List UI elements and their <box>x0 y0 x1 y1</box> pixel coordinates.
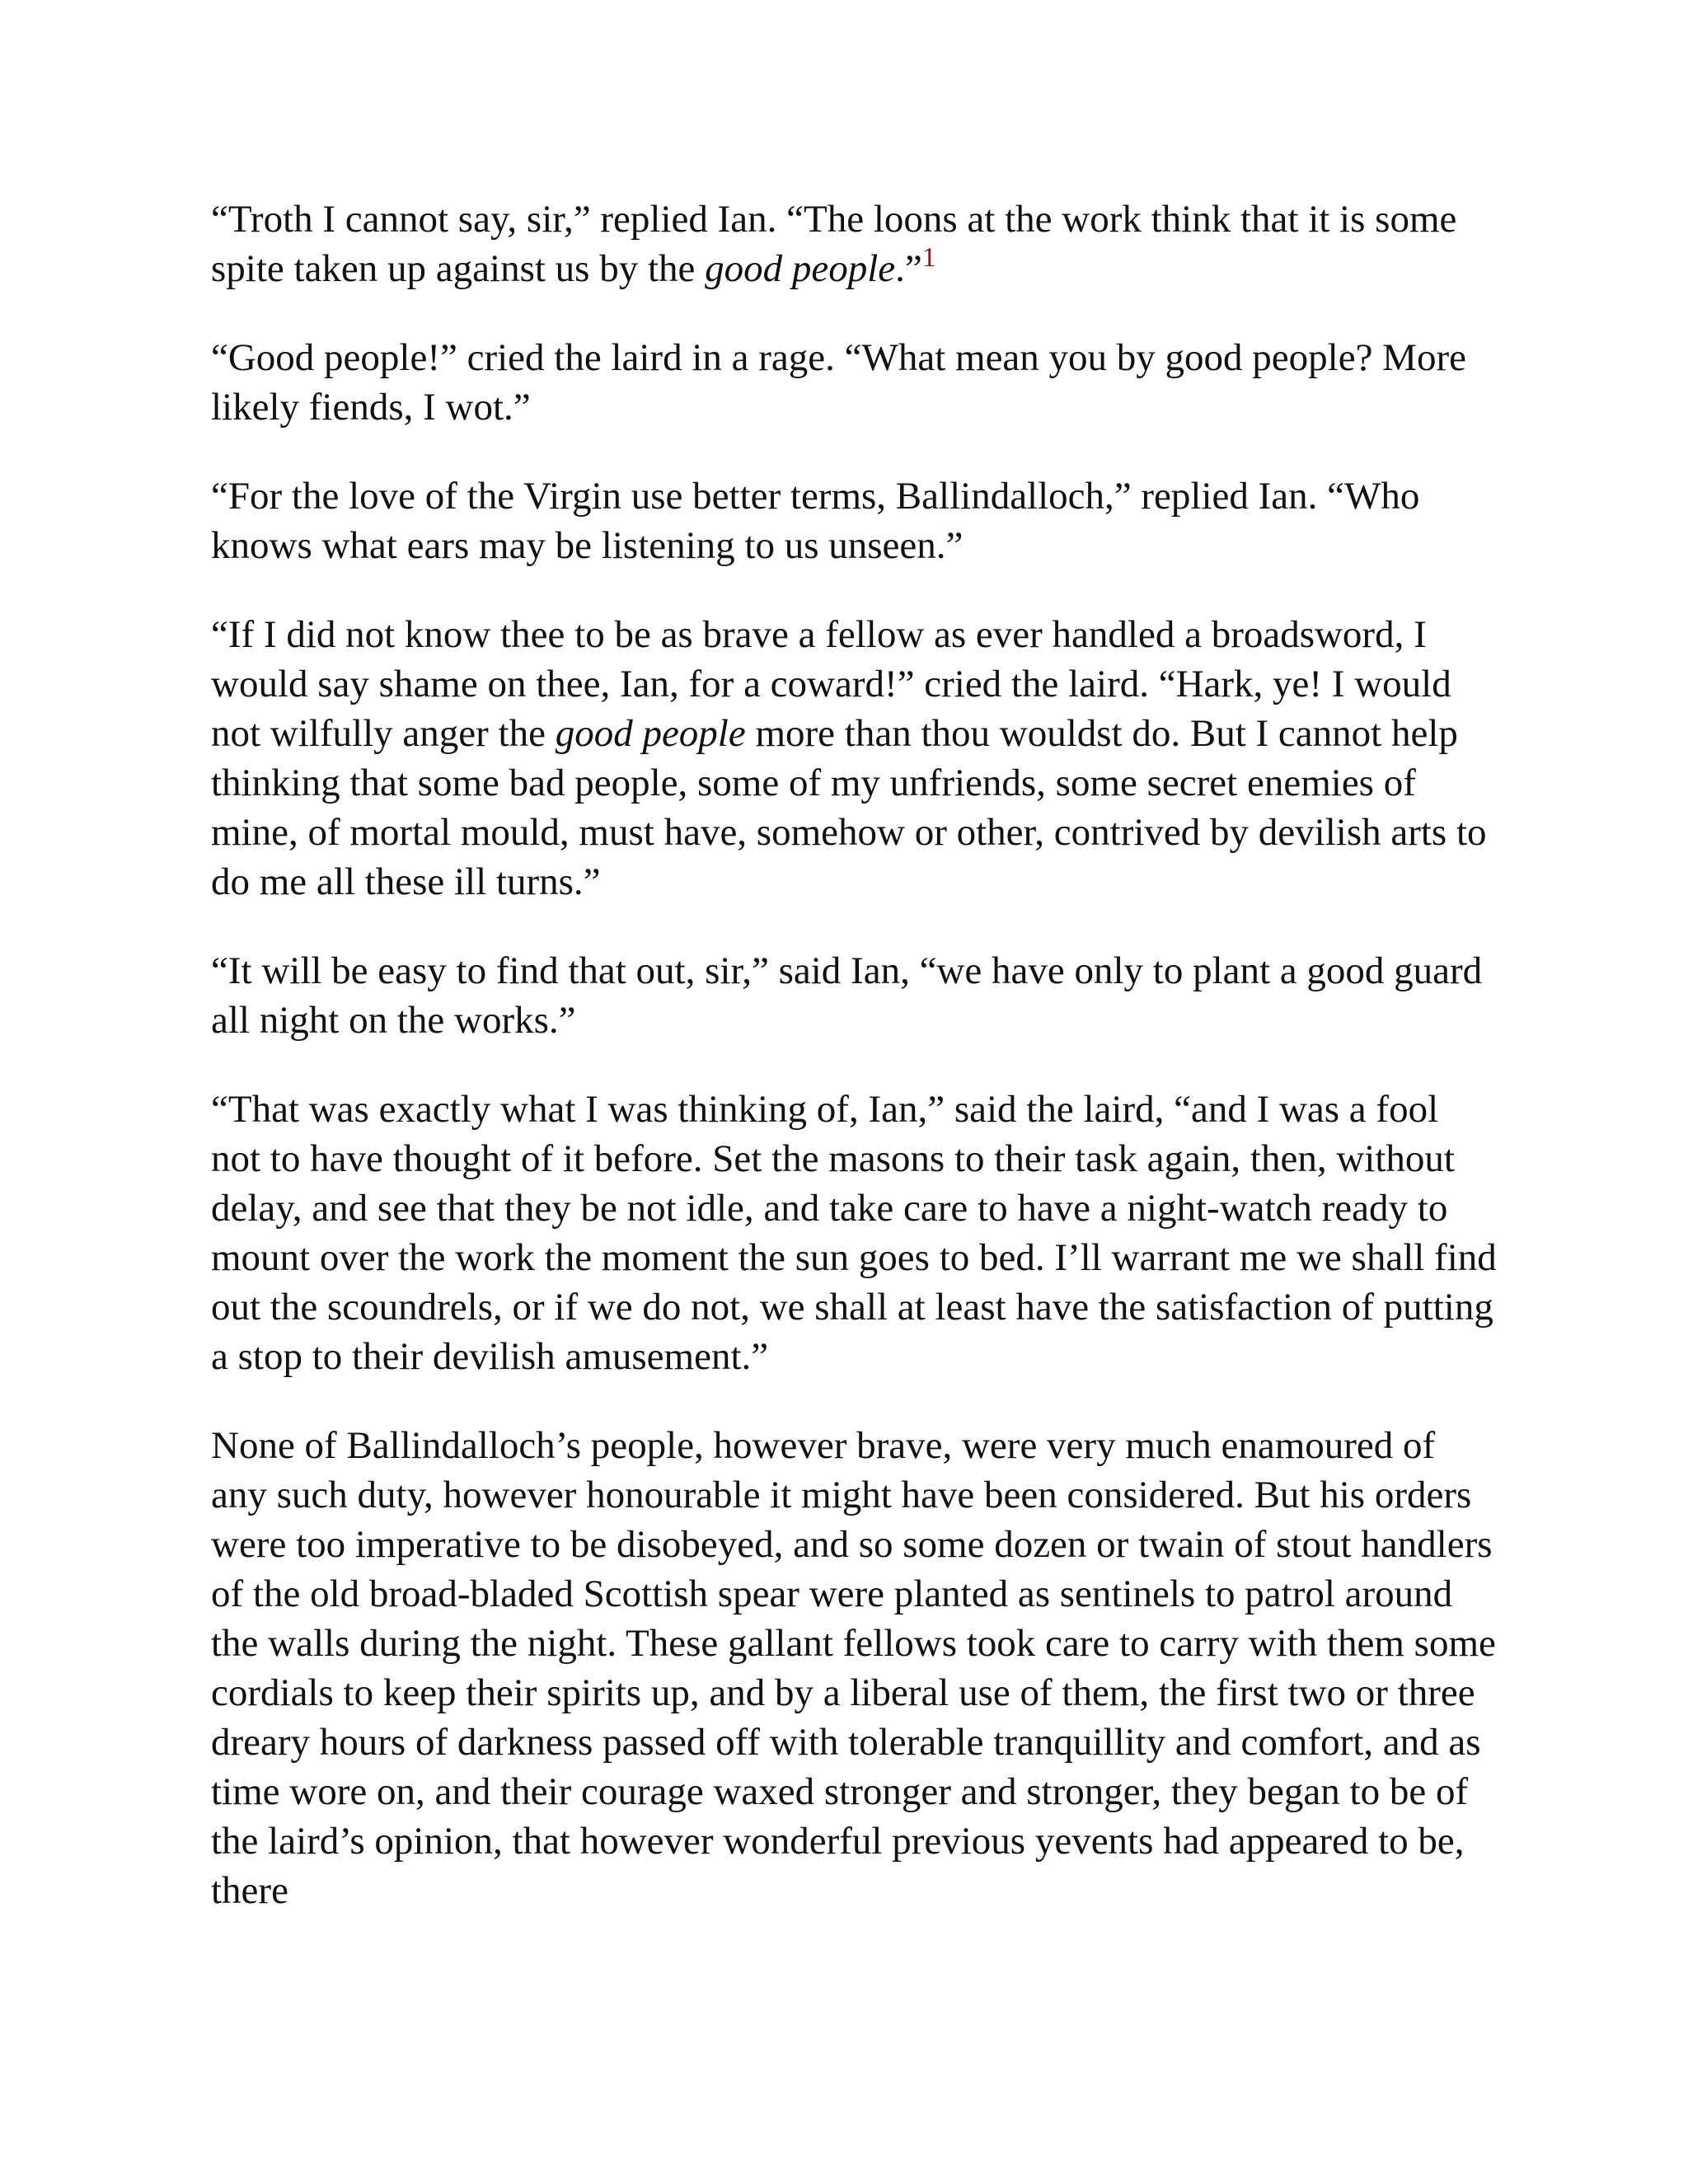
text-run: “For the love of the Virgin use better terms, Ballindalloch,” replied Ian. “Who knows what ears may be listening to us unseen.” <box>211 475 1420 567</box>
paragraph-6 <box>211 1085 1497 1381</box>
text-run: “Troth I cannot say, sir,” replied Ian. “The loons at the work think that it is some spite taken up against us by the <box>211 198 1457 290</box>
text-run: “Good people!” cried the laird in a rage. “What mean you by good people? More likely fiends, I wot.” <box>211 336 1466 429</box>
paragraph-1 <box>211 194 1497 293</box>
text-run: “That was exactly what I was thinking of, Ian,” said the laird, “and I was a fool not to have thought of it before. Set the masons to their task again, then, without delay, and see that they be not idle, and take care to have a night-watch ready to mount over the work the moment the sun goes to bed. I’ll warrant me we shall find out the scoundrels, or if we do not, we shall at least have the satisfaction of putting a stop to their devilish amusement.” <box>211 1088 1497 1378</box>
text-run: “If I did not know thee to be as brave a fellow as ever handled a broadsword, I would say shame on thee, Ian, for a coward!” cried the laird. “Hark, ye! I would not wilfully anger the <box>211 613 1451 755</box>
paragraph-4 <box>211 610 1497 907</box>
italic-phrase-good-people: good people <box>555 712 746 755</box>
paragraph-2 <box>211 333 1497 432</box>
paragraph-5 <box>211 946 1497 1045</box>
text-run: .” <box>895 247 922 290</box>
paragraph-7 <box>211 1421 1497 1915</box>
footnote-reference-link[interactable]: 1 <box>921 242 936 273</box>
paragraph-3 <box>211 471 1497 570</box>
body-text <box>211 194 1497 1955</box>
text-run: None of Ballindalloch’s people, however brave, were very much enamoured of any such duty, however honourable it might have been considered. But his orders were too imperative to be disobeyed, and so some dozen or twain of stout handlers of the old broad-bladed Scottish spear were planted as sentinels to patrol around the walls during the night. These gallant fellows took care to carry with them some cordials to keep their spirits up, and by a liberal use of them, the first two or three dreary hours of darkness passed off with tolerable tranquillity and comfort, and as time wore on, and their courage waxed stronger and stronger, they began to be of the laird’s opinion, that however wonderful previous yevents had appeared to be, there <box>211 1424 1496 1912</box>
italic-phrase-good-people: good people <box>705 247 896 290</box>
text-run: more than thou wouldst do. But I cannot help thinking that some bad people, some of my unfriends, some secret enemies of mine, of mortal mould, must have, somehow or other, contrived by devilish arts to do me all these ill turns.” <box>211 712 1487 903</box>
text-run: “It will be easy to find that out, sir,” said Ian, “we have only to plant a good guard all night on the works.” <box>211 949 1483 1042</box>
